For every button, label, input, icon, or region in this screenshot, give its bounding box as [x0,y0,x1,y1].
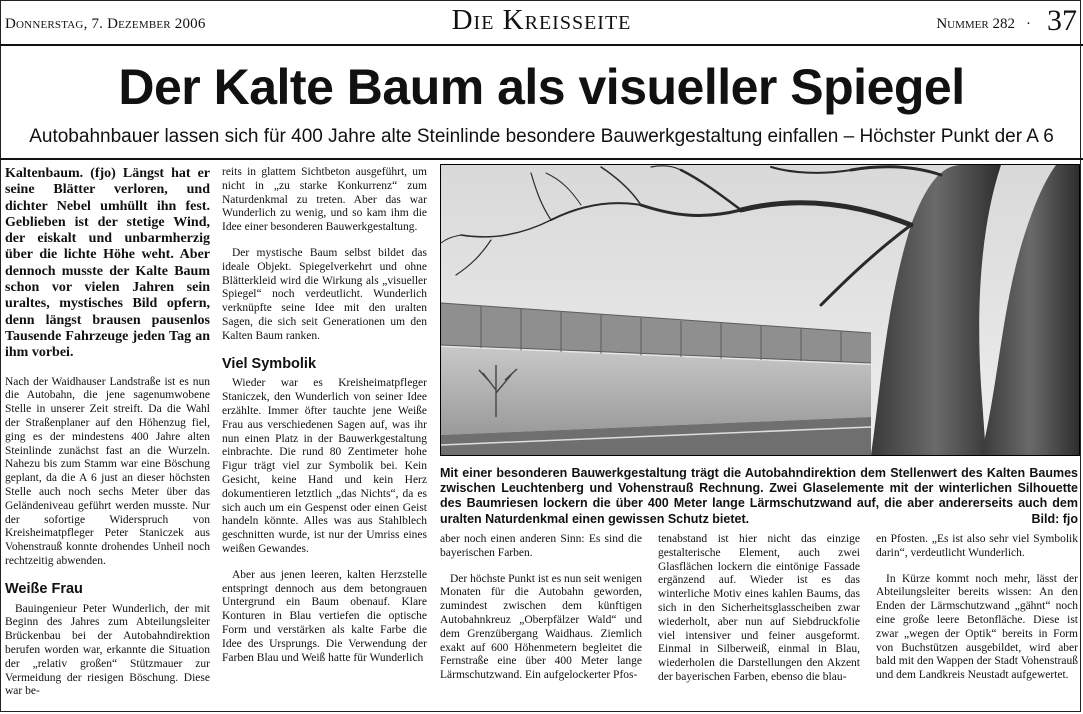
paragraph: Aber aus jenen leeren, kalten Herzstelle entspringt dennoch aus dem betongrauen Untergrund ein Baum obenauf. Klare Konturen in Blau vertiefen die optische Form und verstärken als kalte Farbe die Idee des Ursprungs. Die Verwendung der Farben Blau und Weiß hatte für Wunderlich [222,568,427,664]
photo-credit: Bild: fjo [1031,511,1078,526]
page-header [0,0,1083,46]
header-separator: · [1026,16,1031,32]
caption-text: Mit einer besonderen Bauwerkgestaltung trägt die Autobahndirektion dem Stellenwert des Kalten Baumes zwischen Leuchtenberg und Vohenstrauß Rechnung. Zwei Glaselemente mit der winterlichen Silhouette des Baumriesen lockern die über 400 Meter lange Lärmschutzwand auf, die aber andererseits auch dem uralten Naturdenkmal einen gewissen Schutz bietet. [440,466,1078,526]
paragraph: Wieder war es Kreisheimatpfleger Staniczek, den Wunderlich von seiner Idee erzählte. Immer öfter tauchte jene Weiße Frau aus verschiedenen Sagen auf, was ihr nun einen Platz in der Bauwerkgestaltung einbrachte. Die rund 80 Zentimeter hohe Figur trägt viel zur Symbolik bei. Kein Gesicht, keine Hand und kein Herz dokumentieren letztlich „das Nichts“, da es sich auch um ein Gespenst oder einen Geist handeln könnte. Alles was aus Stahlblech geschnitten wurde, ist nur der Umriss eines weißen Gewandes. [222,377,427,555]
paragraph: Der mystische Baum selbst bildet das ideale Objekt. Spiegelverkehrt und ohne Blätterkleid wird die Wirkung als „visueller Spiegel“ noch verdeutlicht. Wunderlich verknüpfte seine Idee mit den uralten Sagen, die sich seit Generationen um den Kalten Baum ranken. [222,246,427,342]
paragraph: In Kürze kommt noch mehr, lässt der Abteilungsleiter bereits wissen: An den Enden der Lärmschutzwand „gähnt“ noch eine große leere Betonfläche. Diese ist zwar „wegen der Optik“ bereits in Form von Buchstützen ausgebildet, wird aber bald mit den Wappen der Stadt Vohenstrauß und dem Landkreis Neustadt aufgewertet. [876,572,1078,682]
article-column-2 [222,166,427,665]
article-lead: Kaltenbaum. (fjo) Längst hat er seine Blätter verloren, und dichter Nebel umhüllt ihn fest. Geblieben ist der stetige Wind, der eiskalt und unbarmherzig über die lichte Höhe weht. Aber dennoch musste der Kalte Baum schon vor vielen Jahren sein uraltes, mystisches Bild opfern, denn längst brausen pausenlos Tausende Fahrzeuge jeden Tag an ihm vorbei. [5,166,210,361]
paragraph: Bauingenieur Peter Wunderlich, der mit Beginn des Jahres zum Abteilungsleiter Brückenbau bei der Autobahndirektion berufen worden war, erkannte die Situation der „relativ großen“ Stützmauer zur Vermeidung der riesigen Böschung. Diese war be- [5,602,210,698]
section-masthead: Die Kreisseite [451,4,632,36]
issue-number: Nummer 282 [936,16,1015,32]
section-subtitle: Viel Symbolik [222,355,317,372]
paragraph: reits in glattem Sichtbeton ausgeführt, um nicht in „zu starke Konkurrenz“ zum Naturdenkmal zu treten. Aber das war Wunderlich zu wenig, und so kam ihm die Idee einer besonderen Bauwerkgestaltung. [222,166,427,234]
paragraph: Der höchste Punkt ist es nun seit wenigen Monaten für die Autobahn geworden, zumindest zwischen dem künftigen Autobahnkreuz „Oberpfälzer Wald“ und dem Grenzübergang Waidhaus. Ziemlich exakt auf 600 Höhenmetern begleitet die Fernstraße eine über 400 Meter lange Lärmschutzwand. Ein aufgelockerter Pfos- [440,572,642,682]
paragraph: Nach der Waidhauser Landstraße ist es nun die Autobahn, die jene sagenumwobene Stelle in unserer Zeit streift. Da die Wahl der Straßenplaner auf den Höhenzug fiel, ging es der mindestens 400 Jahre alten Steinlinde zunächst fast an die Wurzeln. Nahezu bis zum Stamm war eine Böschung geplant, da die A 6 just an dieser höchsten Stelle auch noch sechs Meter über das Geländeniveau geführt werden musste. Nur der sofortige Widerspruch von Kreisheimatpfleger Peter Staniczek aus Vohenstrauß konnte drohendes Unheil noch rechtzeitig abwenden. [5,375,210,567]
issue-date: Donnerstag, 7. Dezember 2006 [5,16,206,32]
article-photo [440,164,1080,456]
article-column-1 [5,166,210,699]
photo-illustration [441,165,1079,455]
article-subheadline: Autobahnbauer lassen sich für 400 Jahre alte Steinlinde besondere Bauwerkgestaltung einfallen – Höchster Punkt der A 6 [29,126,1054,147]
page-number: 37 [1047,4,1077,37]
article-column-4 [658,533,860,685]
paragraph: tenabstand ist hier nicht das einzige gestalterische Element, auch zwei Glasflächen lockern die eintönige Fassade ergänzend auf. Wieder ist es das winterliche Motiv eines kahlen Baums, das sich in den Sicherheitsglasscheiben zwar wiederholt, aber nun auf Siebdruckfolie viel intensiver und feiner ausgeformt. Einmal in Silberweiß, einmal in Blau, wiederholen die Darstellungen den Akzent der bayerischen Farben, ebenso die blau- [658,533,860,683]
paragraph: aber noch einen anderen Sinn: Es sind die bayerischen Farben. [440,533,642,559]
article-column-5 [876,533,1078,683]
article-column-3 [440,533,642,683]
article-headline: Der Kalte Baum als visueller Spiegel [118,59,965,115]
headline-rule [0,158,1083,160]
section-subtitle: Weiße Frau [5,580,83,597]
photo-caption [440,466,1078,527]
paragraph: en Pfosten. „Es ist also sehr viel Symbolik darin“, verdeutlicht Wunderlich. [876,533,1078,559]
